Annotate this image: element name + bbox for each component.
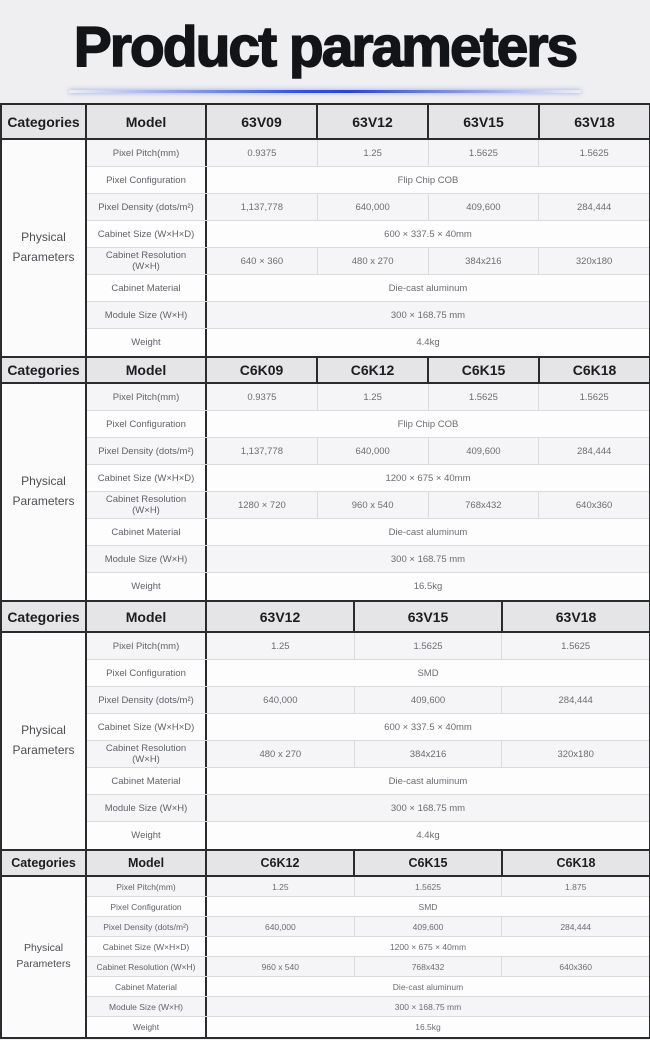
row-label-cell: Weight: [87, 573, 207, 600]
model-name-cell: C6K12: [207, 851, 355, 875]
value-cell: 640x360: [559, 961, 592, 972]
title-underline-accent: [69, 90, 581, 93]
table-row: [87, 917, 649, 937]
categories-header-cell: Categories: [2, 851, 87, 875]
categories-header-cell: Categories: [2, 602, 87, 631]
span-value-cell: Die-cast aluminum: [388, 775, 468, 787]
spec-table: [0, 103, 650, 356]
value-cell: 640,000: [318, 438, 429, 464]
table-row: [87, 248, 649, 275]
row-label-cell: Pixel Pitch(mm): [87, 384, 207, 410]
row-label-cell: Weight: [87, 329, 207, 356]
table-row: [87, 221, 649, 248]
span-value-cell: 4.4kg: [416, 830, 440, 841]
table-row: [87, 741, 649, 768]
value-cell: 1.875: [565, 881, 587, 892]
span-value-cell: Flip Chip COB: [397, 174, 459, 186]
row-label-cell: Pixel Density (dots/m²): [87, 917, 207, 936]
row-label-cell: Pixel Pitch(mm): [87, 633, 207, 659]
model-header-cell: Model: [87, 851, 207, 875]
value-cell: 1280 × 720: [207, 492, 318, 518]
table-row: [87, 937, 649, 957]
span-value-cell: 16.5kg: [413, 581, 443, 592]
table-row: [87, 573, 649, 600]
row-label-cell: Pixel Configuration: [87, 897, 207, 916]
table-header-row: [2, 356, 649, 384]
span-value-cell: 1200 × 675 × 40mm: [385, 472, 471, 484]
categories-header-cell: Categories: [2, 358, 87, 382]
value-cell: 409,600: [355, 917, 503, 936]
value-cell: 768x432: [355, 957, 503, 976]
row-label-cell: Cabinet Size (W×H×D): [87, 937, 207, 956]
value-cell: 284,444: [558, 694, 593, 706]
parameter-rows: [87, 877, 649, 1037]
table-row: [87, 329, 649, 356]
table-row: [87, 194, 649, 221]
model-name-cell: 63V12: [207, 602, 355, 631]
value-cell: 960 x 540: [318, 492, 429, 518]
spec-table: [0, 356, 650, 600]
value-cell: 640 × 360: [207, 248, 318, 274]
span-value-cell: 300 × 168.75 mm: [394, 1001, 462, 1012]
span-value-cell: 300 × 168.75 mm: [390, 553, 466, 565]
value-cell: 480 x 270: [207, 741, 355, 767]
table-row: [87, 897, 649, 917]
value-cell: 1.5625: [579, 391, 609, 403]
row-label-cell: Pixel Density (dots/m²): [87, 687, 207, 713]
row-label-cell: Cabinet Material: [87, 977, 207, 996]
table-row: [87, 660, 649, 687]
value-cell: 384x216: [355, 741, 503, 767]
row-label-cell: Cabinet Resolution (W×H): [87, 492, 207, 518]
span-value-cell: 1200 × 675 × 40mm: [389, 941, 467, 952]
parameter-rows: [87, 140, 649, 356]
table-row: [87, 140, 649, 167]
table-row: [87, 492, 649, 519]
table-row: [87, 411, 649, 438]
value-cell: 320x180: [575, 255, 613, 267]
value-cell: 0.9375: [207, 140, 318, 166]
table-row: [87, 275, 649, 302]
row-label-cell: Module Size (W×H): [87, 997, 207, 1016]
value-cell: 1.5625: [429, 140, 540, 166]
value-cell: 409,600: [429, 438, 540, 464]
model-name-cell: C6K09: [207, 358, 318, 382]
value-cell: 384x216: [429, 248, 540, 274]
span-value-cell: 300 × 168.75 mm: [390, 802, 466, 814]
table-row: [87, 519, 649, 546]
table-row: [87, 822, 649, 849]
span-value-cell: Die-cast aluminum: [388, 282, 468, 294]
row-label-cell: Cabinet Size (W×H×D): [87, 221, 207, 247]
row-label-cell: Cabinet Resolution (W×H): [87, 957, 207, 976]
row-label-cell: Pixel Density (dots/m²): [87, 194, 207, 220]
table-body: [2, 140, 649, 356]
value-cell: 0.9375: [207, 384, 318, 410]
value-cell: 640,000: [207, 917, 355, 936]
model-name-cell: 63V18: [574, 113, 615, 130]
parameter-rows: [87, 633, 649, 849]
row-label-cell: Pixel Configuration: [87, 411, 207, 437]
model-name-cell: 63V15: [429, 105, 540, 138]
value-cell: 960 x 540: [207, 957, 355, 976]
table-row: [87, 877, 649, 897]
model-name-cell: C6K15: [429, 358, 540, 382]
table-row: [87, 997, 649, 1017]
span-value-cell: Flip Chip COB: [397, 418, 459, 430]
span-value-cell: SMD: [417, 667, 439, 679]
spec-table: [0, 600, 650, 849]
table-row: [87, 1017, 649, 1037]
table-row: [87, 384, 649, 411]
span-value-cell: 600 × 337.5 × 40mm: [384, 228, 472, 240]
table-row: [87, 633, 649, 660]
table-row: [87, 167, 649, 194]
table-body: [2, 384, 649, 600]
table-row: [87, 302, 649, 329]
row-label-cell: Cabinet Resolution (W×H): [87, 248, 207, 274]
row-label-cell: Module Size (W×H): [87, 795, 207, 821]
table-body: [2, 877, 649, 1037]
model-name-cell: 63V12: [318, 105, 429, 138]
value-cell: 1.25: [318, 140, 429, 166]
model-name-cell: 63V09: [207, 105, 318, 138]
table-row: [87, 768, 649, 795]
value-cell: 480 x 270: [318, 248, 429, 274]
spec-tables-container: [0, 103, 650, 1039]
row-label-cell: Pixel Configuration: [87, 167, 207, 193]
model-header-cell: Model: [87, 602, 207, 631]
value-cell: 284,444: [576, 445, 612, 457]
model-header-cell: Model: [87, 358, 207, 382]
value-cell: 640x360: [575, 499, 613, 511]
table-row: [87, 795, 649, 822]
span-value-cell: 300 × 168.75 mm: [390, 309, 466, 321]
row-label-cell: Module Size (W×H): [87, 546, 207, 572]
value-cell: 640,000: [318, 194, 429, 220]
model-name-cell: C6K18: [556, 856, 596, 870]
title-section: [0, 0, 650, 93]
row-label-cell: Pixel Pitch(mm): [87, 140, 207, 166]
row-label-cell: Pixel Pitch(mm): [87, 877, 207, 896]
span-value-cell: 4.4kg: [416, 337, 440, 348]
value-cell: 1,137,778: [207, 438, 318, 464]
table-row: [87, 438, 649, 465]
model-name-cell: 63V18: [555, 608, 597, 625]
spec-table: [0, 849, 650, 1039]
table-header-row: [2, 600, 649, 633]
row-label-cell: Module Size (W×H): [87, 302, 207, 328]
row-label-cell: Cabinet Size (W×H×D): [87, 714, 207, 740]
model-name-cell: 63V15: [355, 602, 503, 631]
model-name-cell: C6K15: [355, 851, 503, 875]
model-name-cell: C6K12: [318, 358, 429, 382]
table-row: [87, 957, 649, 977]
value-cell: 1.25: [318, 384, 429, 410]
value-cell: 1.5625: [579, 147, 609, 159]
row-label-cell: Cabinet Material: [87, 768, 207, 794]
row-label-cell: Cabinet Size (W×H×D): [87, 465, 207, 491]
value-cell: 1.5625: [355, 633, 503, 659]
value-cell: 409,600: [355, 687, 503, 713]
row-label-cell: Cabinet Resolution (W×H): [87, 741, 207, 767]
table-header-row: [2, 849, 649, 877]
value-cell: 284,444: [576, 201, 612, 213]
category-group-cell: Physical Parameters: [2, 877, 87, 1037]
table-row: [87, 687, 649, 714]
table-row: [87, 546, 649, 573]
table-row: [87, 977, 649, 997]
table-header-row: [2, 103, 649, 140]
span-value-cell: 16.5kg: [415, 1022, 441, 1032]
value-cell: 1.25: [207, 877, 355, 896]
category-group-cell: Physical Parameters: [2, 140, 87, 356]
category-group-cell: Physical Parameters: [2, 384, 87, 600]
row-label-cell: Weight: [87, 822, 207, 849]
model-name-cell: C6K18: [572, 362, 617, 378]
row-label-cell: Cabinet Material: [87, 275, 207, 301]
table-row: [87, 465, 649, 492]
value-cell: 768x432: [429, 492, 540, 518]
value-cell: 409,600: [429, 194, 540, 220]
span-value-cell: SMD: [418, 901, 438, 912]
table-body: [2, 633, 649, 849]
value-cell: 1.25: [207, 633, 355, 659]
span-value-cell: 600 × 337.5 × 40mm: [384, 721, 472, 733]
page-title: Product parameters: [73, 15, 577, 79]
span-value-cell: Die-cast aluminum: [392, 981, 464, 992]
value-cell: 320x180: [557, 748, 594, 760]
model-header-cell: Model: [87, 105, 207, 138]
table-row: [87, 714, 649, 741]
value-cell: 640,000: [207, 687, 355, 713]
row-label-cell: Cabinet Material: [87, 519, 207, 545]
value-cell: 284,444: [560, 921, 592, 932]
value-cell: 1.5625: [429, 384, 540, 410]
value-cell: 1.5625: [355, 877, 503, 896]
span-value-cell: Die-cast aluminum: [388, 526, 468, 538]
row-label-cell: Pixel Density (dots/m²): [87, 438, 207, 464]
value-cell: 1.5625: [561, 640, 591, 652]
category-group-cell: Physical Parameters: [2, 633, 87, 849]
row-label-cell: Weight: [87, 1017, 207, 1037]
row-label-cell: Pixel Configuration: [87, 660, 207, 686]
categories-header-cell: Categories: [2, 105, 87, 138]
value-cell: 1,137,778: [207, 194, 318, 220]
parameter-rows: [87, 384, 649, 600]
